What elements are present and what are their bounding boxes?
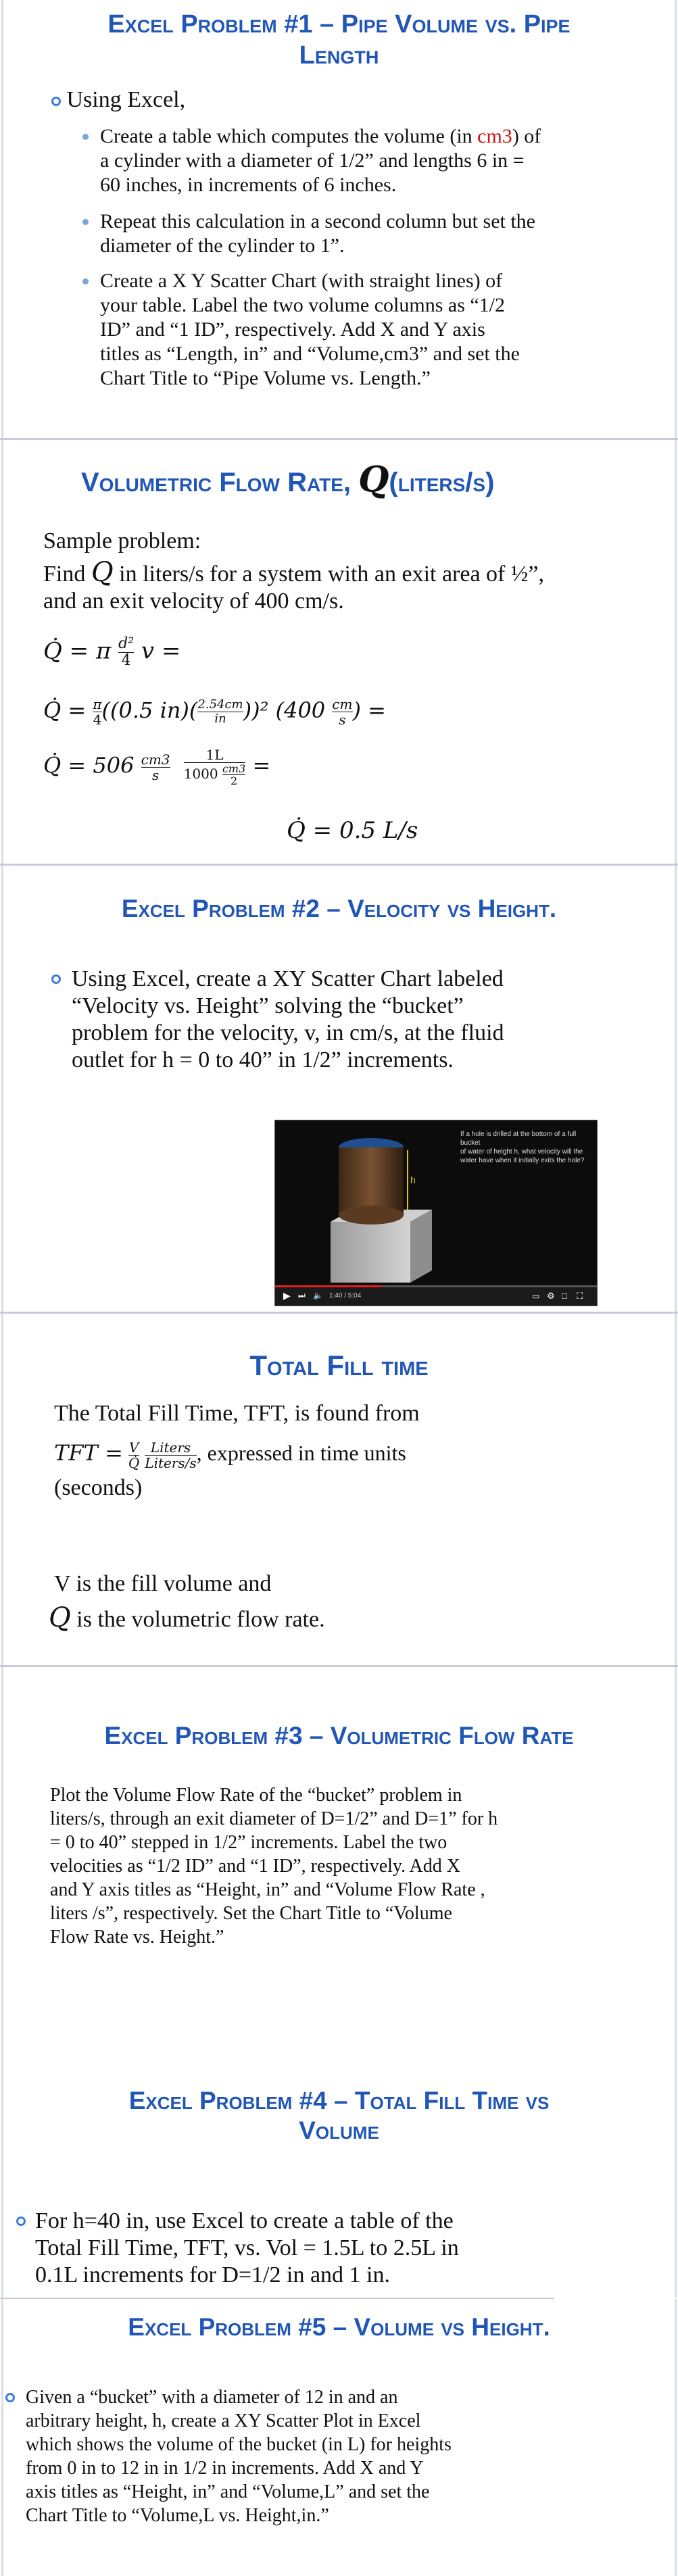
dot-bullet-icon (82, 278, 89, 284)
captions-icon[interactable]: ▭ (532, 1291, 540, 1301)
slide4-line3: (seconds) (54, 1475, 143, 1500)
slide-excel-problem-1 (0, 0, 678, 438)
settings-gear-icon[interactable]: ⚙ (547, 1291, 555, 1301)
slide4-title: Total Fill time (249, 1349, 429, 1381)
slide5-title: Excel Problem #3 – Volumetric Flow Rate (104, 1722, 574, 1750)
slide7-title: Excel Problem #5 – Volume vs Height. (128, 2313, 550, 2341)
slide4-line1: The Total Fill Time, TFT, is found from (54, 1401, 420, 1426)
equation-1: Q̇ = π $\frac{\text{d²}}{4}$ v = (43, 635, 181, 669)
theater-mode-icon[interactable]: □ (562, 1291, 567, 1301)
equation-result: Q̇ = 0.5 L/s (287, 817, 418, 844)
circle-bullet-icon (51, 97, 61, 106)
slide4-equation: TFT = $\frac{V}{Q̇}$ Liters Liters/s , expressed in time units (54, 1439, 406, 1472)
circle-bullet-icon (16, 2216, 26, 2226)
slide6-body: For h=40 in, use Excel to create a table of the Total Fill Time, TFT, vs. Vol = 1.5L to 2.5L in 0.1L increments for D=1/2 in and 1 in. (16, 2208, 652, 2289)
slide5-body: Plot the Volume Flow Rate of the “bucket” problem in liters/s, through an exit diameter of D=1/2” and D=1” for h = 0 to 40” stepped in 1/2” increments. Label the two velocities as “1/2 ID” and “1 ID”, respectively. Add X and Y axis titles as “Height, in” and “Volume Flow Rate , liters /s”, respectively. Set the Chart Title to “Volume Flow Rate vs. Height.” (50, 1785, 498, 1948)
equation-2: Q̇ = $\frac{\pi}{4}$ ((0.5 in)( $\frac{2.54cm}{in}$ ))² (400 $\frac{cm}{s}$ ) = (43, 696, 386, 728)
slide4-line5: Q is the volumetric flow rate. (49, 1602, 325, 1633)
q-dot-symbol-icon: Q (358, 459, 389, 500)
equation-3: Q̇ = 506 $\frac{cm3}{s}$ 1L 1000 $\frac{cm3}{2}$ = (43, 747, 271, 787)
video-progress-fill (275, 1285, 382, 1287)
play-icon[interactable]: ▶ (283, 1291, 291, 1302)
dot-bullet-icon (82, 219, 89, 225)
slide4-line4: V is the fill volume and (54, 1571, 272, 1596)
slide3-title: Excel Problem #2 – Velocity vs Height. (121, 895, 557, 922)
slide1-bullet-2: Repeat this calculation in a second column but set the diameter of the cylinder to 1”. (81, 209, 656, 258)
volume-icon[interactable]: 🔈 (313, 1291, 323, 1300)
slide1-lead: Using Excel, (51, 86, 185, 114)
slide-excel-problem-4 (0, 2066, 678, 2298)
slide1-title: Excel Problem #1 – Pipe Volume vs. Pipe Length (107, 10, 571, 70)
circle-bullet-icon (5, 2393, 15, 2402)
q-dot-symbol-icon: Q (49, 1602, 71, 1633)
video-frame: h If a hole is drilled at the bottom of a full bucket of water of height h, what velocity will the water have when it initially exits the hole? (275, 1120, 597, 1285)
next-icon[interactable]: ⏭ (298, 1291, 306, 1300)
slide1-bullet-1: Create a table which computes the volume (in cm3) of a cylinder with a diameter of 1/2” and lengths 6 in = 60 inches, in increments of 6 inches. (81, 124, 656, 197)
slide-excel-problem-2 (0, 866, 678, 1312)
slide-excel-problem-5 (0, 2299, 678, 2576)
video-player[interactable] (274, 1120, 598, 1306)
slide6-title: Excel Problem #4 – Total Fill Time vs Volume (128, 2087, 550, 2145)
slide2-title: Volumetric Flow Rate, Q(liters/s) (81, 459, 495, 500)
slide-total-fill-time (0, 1314, 678, 1665)
video-controls: ▶ ⏭ 🔈 1:40 / 5:04 ▭ ⚙ □ ⛶ (275, 1285, 597, 1306)
q-dot-symbol-icon: Q (91, 557, 114, 588)
circle-bullet-icon (51, 974, 61, 984)
dot-bullet-icon (82, 134, 89, 140)
slide1-bullet-3: Create a X Y Scatter Chart (with straight lines) of your table. Label the two volume columns as “1/2 ID” and “1 ID”, respectively. Add X and Y axis titles as “Length, in” and “Volume,cm3” and set the Chart Title to “Pipe Volume vs. Length.” (81, 269, 656, 391)
fullscreen-icon[interactable]: ⛶ (577, 1291, 583, 1301)
slide7-body: Given a “bucket” with a diameter of 12 in and an arbitrary height, h, create a XY Scatter Plot in Excel which shows the volume of the bucket (in L) for heights from 0 in to 12 in in 1/2 in increments. Add X and Y axis titles as “Height, in” and “Volume,L” and set the Chart Title to “Volume,L vs. Height,in.” (5, 2385, 648, 2527)
slide2-problem: Find Q in liters/s for a system with an exit area of ½”, and an exit velocity of 400 cm/s. (43, 557, 544, 614)
slide-excel-problem-3 (0, 1667, 678, 2066)
slide3-body: Using Excel, create a XY Scatter Chart labeled “Velocity vs. Height” solving the “bucket” problem for the velocity, v, in cm/s, at the fluid outlet for h = 0 to 40” in 1/2” increments. (51, 966, 646, 1074)
slide2-lead: Sample problem: (43, 528, 201, 553)
slide-volumetric-flow-rate (0, 440, 678, 864)
video-caption: If a hole is drilled at the bottom of a full bucket of water of height h, what velocity will the water have when it initially exits the hole? (460, 1131, 585, 1164)
